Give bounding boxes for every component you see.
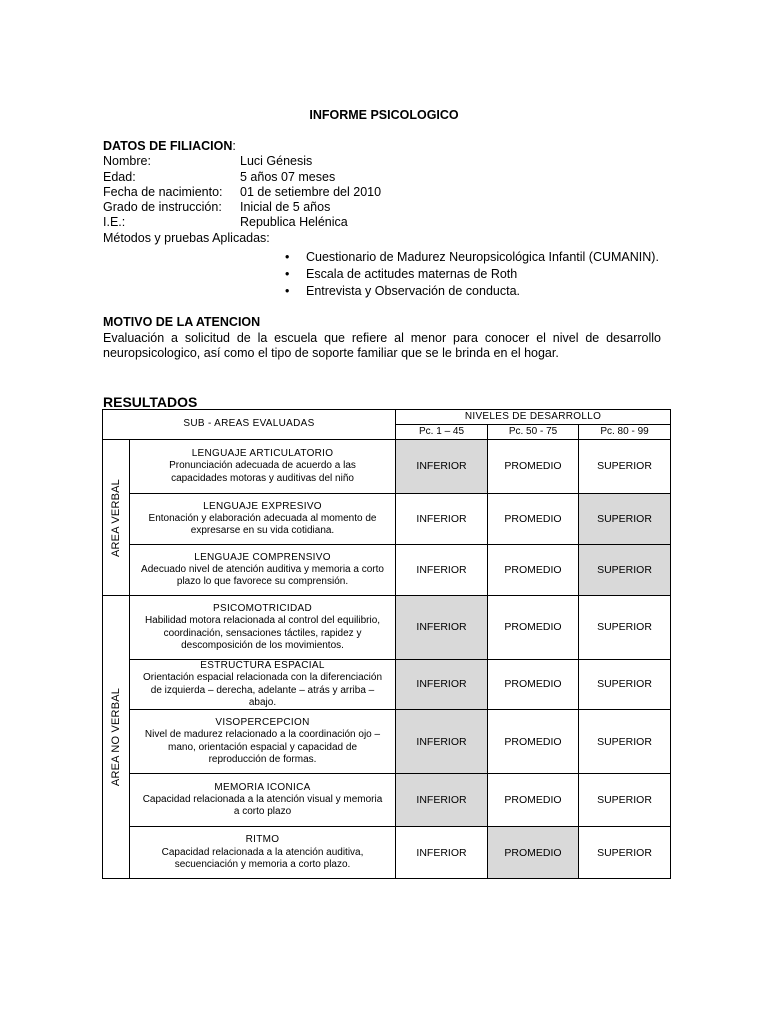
sub-area-description: Nivel de madurez relacionado a la coordinación ojo – mano, orientación espacial y capacidad de reproducción de formas. bbox=[144, 729, 381, 765]
level-cell: PROMEDIO bbox=[488, 494, 579, 545]
level-cell: PROMEDIO bbox=[488, 545, 579, 596]
sub-area-description: Capacidad relacionada a la atención visual y memoria a corto plazo bbox=[142, 794, 383, 818]
level-cell: SUPERIOR bbox=[579, 774, 671, 827]
resultados-heading: RESULTADOS bbox=[103, 394, 198, 410]
results-table bbox=[102, 409, 671, 879]
field-value: Luci Génesis bbox=[240, 154, 313, 169]
level-cell: SUPERIOR bbox=[579, 494, 671, 545]
level-cell: PROMEDIO bbox=[488, 827, 579, 879]
field-label: Edad: bbox=[103, 169, 136, 184]
result-row bbox=[103, 660, 671, 710]
result-row bbox=[103, 774, 671, 827]
level-cell: PROMEDIO bbox=[488, 774, 579, 827]
sub-area-name: LENGUAJE ARTICULATORIO bbox=[191, 448, 334, 460]
level-cell: PROMEDIO bbox=[488, 596, 579, 660]
sub-area-name: LENGUAJE EXPRESIVO bbox=[203, 500, 322, 512]
level-cell: SUPERIOR bbox=[579, 596, 671, 660]
sub-area-name: ESTRUCTURA ESPACIAL bbox=[200, 660, 325, 671]
filiacion-fields bbox=[103, 154, 659, 230]
method-item: • Escala de actitudes maternas de Roth bbox=[285, 266, 659, 283]
field-value: Inicial de 5 años bbox=[240, 200, 331, 215]
header-sub-areas: SUB - AREAS EVALUADAS bbox=[103, 410, 396, 440]
results-body bbox=[103, 440, 671, 879]
sub-area-description: Entonación y elaboración adecuada al momento de expresarse en su vida cotidiana. bbox=[148, 512, 377, 537]
sub-area-description: Orientación espacial relacionada con la diferenciación de izquierda – derecha, adelante – atrás y arriba – abajo. bbox=[142, 672, 383, 708]
header-range-high: Pc. 80 - 99 bbox=[579, 425, 671, 440]
level-cell: INFERIOR bbox=[396, 596, 488, 660]
level-cell: INFERIOR bbox=[396, 660, 488, 710]
field-value: Republica Helénica bbox=[240, 215, 348, 230]
methods-list bbox=[285, 249, 659, 299]
area-label: AREA VERBAL bbox=[109, 478, 122, 557]
field-label: Nombre: bbox=[103, 154, 151, 169]
document-title: INFORME PSICOLOGICO bbox=[309, 108, 459, 122]
field-value: 5 años 07 meses bbox=[240, 169, 336, 184]
result-row bbox=[103, 545, 671, 596]
level-cell: SUPERIOR bbox=[579, 660, 671, 710]
sub-area-name: RITMO bbox=[245, 834, 280, 846]
level-cell: PROMEDIO bbox=[488, 440, 579, 494]
sub-area-description: Adecuado nivel de atención auditiva y memoria a corto plazo lo que favorece su comprensión. bbox=[141, 563, 384, 588]
level-cell: PROMEDIO bbox=[488, 660, 579, 710]
level-cell: INFERIOR bbox=[396, 710, 488, 774]
field-value: 01 de setiembre del 2010 bbox=[240, 184, 382, 199]
filiacion-section bbox=[103, 139, 659, 299]
header-niveles: NIVELES DE DESARROLLO bbox=[396, 410, 671, 425]
field-label: Grado de instrucción: bbox=[103, 200, 222, 215]
area-cell bbox=[103, 440, 130, 596]
filiacion-field bbox=[103, 200, 659, 215]
level-cell: SUPERIOR bbox=[579, 710, 671, 774]
result-row bbox=[103, 710, 671, 774]
result-row bbox=[103, 827, 671, 879]
level-cell: PROMEDIO bbox=[488, 710, 579, 774]
method-item: • Cuestionario de Madurez Neuropsicológica Infantil (CUMANIN). bbox=[285, 249, 659, 266]
level-cell: INFERIOR bbox=[396, 545, 488, 596]
level-cell: SUPERIOR bbox=[579, 545, 671, 596]
level-cell: INFERIOR bbox=[396, 440, 488, 494]
sub-area-cell bbox=[130, 710, 396, 774]
sub-area-description: Habilidad motora relacionada al control del equilibrio, coordinación, sensaciones táctiles, rapidez y descomposición de los movimientos. bbox=[144, 615, 381, 651]
sub-area-description: Capacidad relacionada a la atención auditiva, secuenciación y memoria a corto plazo. bbox=[161, 846, 364, 870]
sub-area-description: Pronunciación adecuada de acuerdo a las capacidades motoras y auditivas del niño bbox=[169, 460, 356, 484]
sub-area-name: PSICOMOTRICIDAD bbox=[213, 602, 312, 614]
area-label: AREA NO VERBAL bbox=[109, 688, 122, 787]
filiacion-field bbox=[103, 154, 659, 169]
motivo-section bbox=[103, 315, 661, 362]
filiacion-heading-colon: : bbox=[232, 139, 236, 153]
sub-area-cell bbox=[130, 660, 396, 710]
result-row bbox=[103, 494, 671, 545]
motivo-text: Evaluación a solicitud de la escuela que refiere al menor para conocer el nivel de desarrollo neuropsicologico, así como el tipo de soporte familiar que se le brinda en el hogar. bbox=[103, 330, 661, 360]
sub-area-cell bbox=[130, 494, 396, 545]
filiacion-heading: DATOS DE FILIACION bbox=[103, 139, 233, 153]
level-cell: INFERIOR bbox=[396, 494, 488, 545]
result-row bbox=[103, 596, 671, 660]
sub-area-cell bbox=[130, 545, 396, 596]
level-cell: INFERIOR bbox=[396, 774, 488, 827]
filiacion-field bbox=[103, 170, 659, 185]
sub-area-cell bbox=[130, 774, 396, 827]
field-label: I.E.: bbox=[103, 215, 126, 230]
level-cell: SUPERIOR bbox=[579, 440, 671, 494]
filiacion-field bbox=[103, 215, 659, 230]
sub-area-name: MEMORIA ICONICA bbox=[214, 781, 311, 793]
motivo-heading: MOTIVO DE LA ATENCION bbox=[103, 315, 261, 329]
sub-area-cell bbox=[130, 440, 396, 494]
sub-area-cell bbox=[130, 596, 396, 660]
method-item: • Entrevista y Observación de conducta. bbox=[285, 283, 659, 300]
level-cell: INFERIOR bbox=[396, 827, 488, 879]
sub-area-name: LENGUAJE COMPRENSIVO bbox=[194, 551, 331, 563]
sub-area-name: VISOPERCEPCION bbox=[215, 717, 310, 729]
header-range-mid: Pc. 50 - 75 bbox=[488, 425, 579, 440]
field-label: Fecha de nacimiento: bbox=[103, 184, 223, 199]
area-cell bbox=[103, 596, 130, 879]
level-cell: SUPERIOR bbox=[579, 827, 671, 879]
sub-area-cell bbox=[130, 827, 396, 879]
methods-label: Métodos y pruebas Aplicadas: bbox=[103, 230, 270, 245]
header-range-low: Pc. 1 – 45 bbox=[396, 425, 488, 440]
result-row bbox=[103, 440, 671, 494]
filiacion-field bbox=[103, 185, 659, 200]
